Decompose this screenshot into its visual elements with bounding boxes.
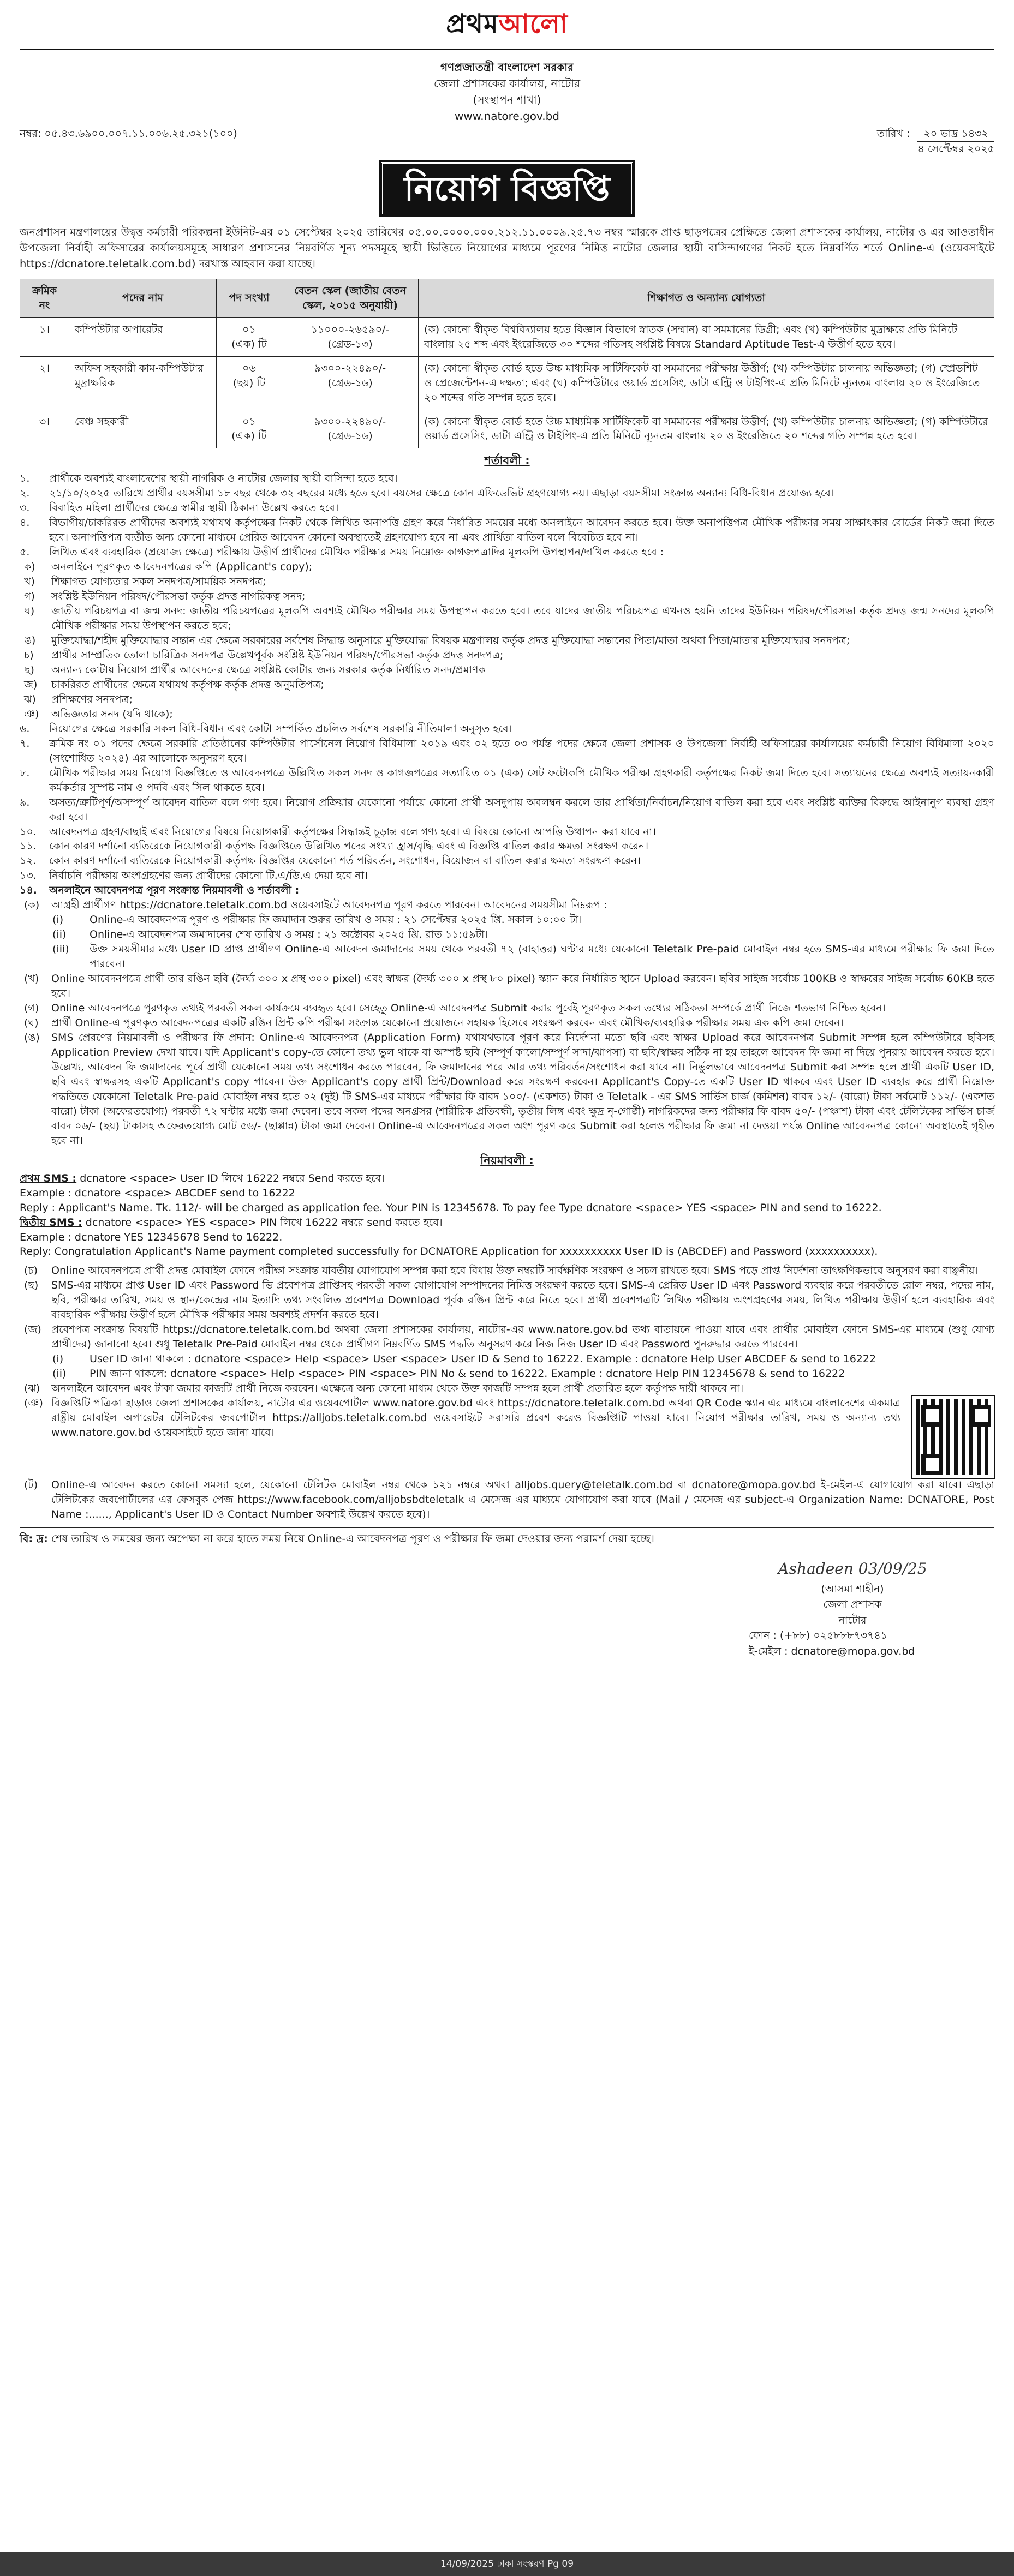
list-item: খ) শিক্ষাগত যোগ্যতার সকল সনদপত্র/সাময়িক সনদপত্র; <box>24 576 266 588</box>
conditions-heading: শর্তাবলী : <box>484 454 530 468</box>
signatory-phone: ফোন : (+৮৮) ০২৫৮৮৮৭৩৭৪১ <box>749 1630 888 1642</box>
signature-scribble: Ashadeen 03/09/25 <box>778 1559 927 1578</box>
row-post-count: ০১ (এক) টি <box>217 410 282 448</box>
list-item: ৩. বিবাহিত মহিলা প্রার্থীদের ক্ষেত্রে স্বামীর স্থায়ী ঠিকানা উল্লেখ করতে হবে। <box>20 502 339 514</box>
signature-block <box>20 1557 994 1660</box>
table-row <box>20 317 994 356</box>
col-post-name: পদের নাম <box>69 279 217 317</box>
row-qualification: (ক) কোনো স্বীকৃত বোর্ড হতে উচ্চ মাধ্যমিক সার্টিফিকেট বা সমমানের পরীক্ষায় উত্তীর্ণ; (খ) কম্পিউটার চালনায় অভিজ্ঞতা; (গ) কম্পিউটারে ওয়ার্ড প্রসেসিং, ডাটা এন্ট্রি ও টাইপিং-এ প্রতি মিনিটে ন্যূনতম বাংলায় ২০ ও ইংরেজিতে ২০ শব্দের গতি সম্পন্ন হতে হবে। <box>419 410 994 448</box>
conditions-list <box>20 471 994 560</box>
row-pay-scale: ৯৩০০-২২৪৯০/- (গ্রেড-১৬) <box>282 410 419 448</box>
list-item: গ) সংশ্লিষ্ট ইউনিয়ন পরিষদ/পৌরসভা কর্তৃক প্রদত্ত নাগরিকত্ব সনদ; <box>24 590 306 602</box>
list-item: (i) User ID জানা থাকলে : dcnatore <space> Help <space> User <space> User ID & Send to 16222. Example : dcnatore Help User ABCDEF & send to 16222 <box>52 1353 876 1365</box>
list-item: ১০. আবেদনপত্র গ্রহণ/বাছাই এবং নিয়োগের বিষয়ে নিয়োগকারী কর্তৃপক্ষের সিদ্ধান্তই চূড়ান্ত বলে গণ্য হবে। এ বিষয়ে কোনো আপত্তি উত্থাপন করা যাবে না। <box>20 825 656 838</box>
footnote <box>20 1527 994 1547</box>
list-item: (ঞ) বিজ্ঞপ্তিটি পত্রিকা ছাড়াও জেলা প্রশাসকের কার্যালয়, নাটোর এর ওয়েবপোর্টাল www.natore.gov.bd এবং https://dcnatore.teletalk.com.bd অথবা QR Code স্ক্যান এর মাধ্যমে বাংলাদেশের একমাত্র রাষ্ট্রীয় মোবাইল অপারেটর টেলিটকের জবপোর্টাল https://alljobs.teletalk.com.bd ওয়েবসাইটে সরাসরি প্রবেশ করেও বিজ্ঞপ্তিটি পাওয়া যাবে। নিয়োগ পরীক্ষার তারিখ, সময় ও অন্যান্য তথ্য www.natore.gov.bd ওয়েবসাইটে হতে জানা যাবে। <box>20 1396 994 1478</box>
qr-code-icon[interactable] <box>912 1396 994 1478</box>
first-sms-label: প্রথম SMS : <box>20 1172 77 1184</box>
rules-list <box>20 1263 994 1522</box>
second-sms-example: Example : dcnatore YES 12345678 Send to 16222. <box>20 1231 283 1243</box>
page-footer: 14/09/2025 ঢাকা সংস্করণ Pg 09 <box>0 2552 1014 2576</box>
list-item: ক) অনলাইনে পূরণকৃত আবেদনপত্রের কপি (Applicant's copy); <box>24 561 313 573</box>
second-sms-reply: Reply: Congratulation Applicant's Name payment completed successfully for DCNATORE Application for xxxxxxxxxx User ID is (ABCDEF) and Password (xxxxxxxxxx). <box>20 1245 878 1258</box>
section-name: (সংস্থাপন শাখা) <box>473 93 541 106</box>
list-item: ৫. লিখিত এবং ব্যবহারিক (প্রযোজ্য ক্ষেত্রে) পরীক্ষায় উত্তীর্ণ প্রার্থীদের মৌখিক পরীক্ষার সময় নিম্নোক্ত কাগজপত্রাদির মূলকপি উপস্থাপন/দাখিল করতে হবে : <box>20 546 664 559</box>
row-qualification: (ক) কোনো স্বীকৃত বোর্ড হতে উচ্চ মাধ্যমিক সার্টিফিকেট বা সমমানের পরীক্ষায় উত্তীর্ণ; (খ) কম্পিউটার চালনায় অভিজ্ঞতা; (গ) স্প্রেডশিট ও প্রেজেন্টেশন-এ দক্ষতা; এবং (ঘ) কম্পিউটারে ওয়ার্ড প্রসেসিং, ডাটা এন্ট্রি ও টাইপিং-এ প্রতি মিনিটে ন্যূনতম বাংলায় ২০ ও ইংরেজিতে ২০ শব্দের গতি সম্পন্ন হতে হবে। <box>419 356 994 410</box>
list-item: ১২. কোন কারণ দর্শানো ব্যতিরেকে নিয়োগকারী কর্তৃপক্ষ বিজ্ঞপ্তির যেকোনো শর্ত পরিবর্তন, সংশোধন, বিয়োজন বা বাতিল করার ক্ষমতা সংরক্ষণ করেন। <box>20 855 641 867</box>
row-post-count: ০১ (এক) টি <box>217 317 282 356</box>
row-post-name: অফিস সহকারী কাম-কম্পিউটার মুদ্রাক্ষরিক <box>69 356 217 410</box>
first-sms-text: dcnatore <space> User ID লিখে 16222 নম্বরে Send করতে হবে। <box>80 1172 385 1184</box>
newspaper-logo: প্রথমআলো <box>446 9 568 40</box>
table-header-row <box>20 279 994 317</box>
list-item: ১৪. অনলাইনে আবেদনপত্র পূরণ সংক্রান্ত নিয়মাবলী ও শর্তাবলী : <box>20 884 300 897</box>
table-row <box>20 410 994 448</box>
signatory-name: (আসমা শাহীন) <box>821 1583 884 1595</box>
list-item: ৯. অসত্য/ত্রুটিপূর্ণ/অসম্পূর্ণ আবেদন বাতিল বলে গণ্য হবে। নিয়োগ প্রক্রিয়ার যেকোনো পর্যায়ে কোনো প্রার্থী অসদুপায় অবলম্বন করলে তার প্রার্থিতা/নির্বাচন/নিয়োগ বাতিল করা হবে এবং সংশ্লিষ্ট ব্যক্তির বিরুদ্ধে আইনানুগ ব্যবস্থা গ্রহণ করা হবে। <box>20 796 994 823</box>
list-item: (খ) Online আবেদনপত্রে প্রার্থী তার রঙিন ছবি (দৈর্ঘ্য ৩০০ x প্রস্থ ৩০০ pixel) এবং স্বাক্ষর (দৈর্ঘ্য ৩০০ x প্রস্থ ৮০ pixel) স্ক্যান করে নির্ধারিত স্থানে Upload করবেন। ছবির সাইজ সর্বোচ্চ 100KB ও স্বাক্ষরের সাইজ সর্বোচ্চ 60KB হতে হবে। <box>24 973 994 1000</box>
list-item: ১. প্রার্থীকে অবশ্যই বাংলাদেশের স্থায়ী নাগরিক ও নাটোর জেলার স্থায়ী বাসিন্দা হতে হবে। <box>20 472 398 485</box>
list-item: ১১. কোন কারণ দর্শানো ব্যতিরেকে নিয়োগকারী কর্তৃপক্ষ বিজ্ঞপ্তিতে উল্লিখিত পদের সংখ্যা হ্রাস/বৃদ্ধি এবং এ বিজ্ঞপ্তি বাতিল করার ক্ষমতা সংরক্ষণ করেন। <box>20 840 649 853</box>
row-post-count: ০৬ (ছয়) টি <box>217 356 282 410</box>
office-header <box>20 59 994 124</box>
list-item: (গ) Online আবেদনপত্রে পূরণকৃত তথ্যই পরবর্তী সকল কার্যক্রমে ব্যবহৃত হবে। সেহেতু Online-এ আবেদনপত্র Submit করার পূর্বেই পূরণকৃত সকল তথ্যের সঠিকতা সম্পর্কে প্রার্থী নিজে শতভাগ নিশ্চিত হবেন। <box>24 1002 886 1015</box>
notice-title: নিয়োগ বিজ্ঞপ্তি <box>381 162 634 215</box>
list-item: ৭. ক্রমিক নং ০১ পদের ক্ষেত্রে সরকারি প্রতিষ্ঠানের কম্পিউটার পার্সোনেল নিয়োগ বিধিমালা ২০১৯ এবং ০২ হতে ০৩ পর্যন্ত পদের ক্ষেত্রে জেলা প্রশাসক ও উপজেলা নির্বাহী অফিসারের কার্যালয়ের কর্মচারী নিয়োগ বিধিমালা ২০২০ (সংশোধিত ২০২৪) এর আলোকে অনুসরণ হবে। <box>20 737 994 764</box>
col-pay-scale: বেতন স্কেল (জাতীয় বেতন স্কেল, ২০১৫ অনুযায়ী) <box>282 279 419 317</box>
newspaper-masthead <box>20 0 994 50</box>
list-item: (ক) আগ্রহী প্রার্থীগণ https://dcnatore.teletalk.com.bd ওয়েবসাইটে আবেদনপত্র পূরণ করতে পারবেন। আবেদনের সময়সীমা নিম্নরূপ : <box>24 899 607 912</box>
row-post-name: কম্পিউটার অপারেটর <box>69 317 217 356</box>
sms-instructions <box>20 1171 994 1260</box>
list-item: (i) Online-এ আবেদনপত্র পূরণ ও পরীক্ষার ফি জমাদান শুরুর তারিখ ও সময় : ২১ সেপ্টেম্বর ২০২৫ খ্রি. সকাল ১০:০০ টা। <box>52 914 582 926</box>
date-gregorian: ৪ সেপ্টেম্বর ২০২৫ <box>917 142 994 155</box>
list-item: (ii) PIN জানা থাকলে: dcnatore <space> Help <space> PIN <space> PIN No & send to 16222. Example : dcnatore Help PIN 12345678 & send to 16222 <box>52 1368 845 1380</box>
list-item: ছ) অন্যান্য কোটায় নিয়োগ প্রার্থীর আবেদনের ক্ষেত্রে সংশ্লিষ্ট কোটার জন্য সরকার কর্তৃক নির্ধারিত সনদ/প্রমাণক <box>24 663 486 676</box>
second-sms-label: দ্বিতীয় SMS : <box>20 1216 82 1229</box>
first-sms-reply: Reply : Applicant's Name. Tk. 112/- will be charged as application fee. Your PIN is 12345678. To pay fee Type dcnatore <space> YES <space> PIN and send to 16222. <box>20 1201 882 1214</box>
row-pay-scale: ৯৩০০-২২৪৯০/- (গ্রেড-১৬) <box>282 356 419 410</box>
list-item: (ঙ) SMS প্রেরণের নিয়মাবলী ও পরীক্ষার ফি প্রদান: Online-এ আবেদনপত্র (Application Form) যথাযথভাবে পূরণ করে নির্দেশনা মতো ছবি এবং স্বাক্ষর Upload করে আবেদনপত্র Submit সম্পন্ন হলে কম্পিউটারে ছবিসহ Application Preview দেখা যাবে। যদি Applicant's copy-তে কোনো তথ্য ভুল থাকে বা অস্পষ্ট ছবি (সম্পূর্ণ কালো/সম্পূর্ণ সাদা/ঝাপসা) বা ছবি/স্বাক্ষর সঠিক না হয় তাহলে আবেদন ফি জমা না দিয়ে পুনরায় আবেদন করতে হবে। উল্লেখ্য, আবেদন ফি জমাদানের পূর্বে প্রার্থী যেকোনো সময় তথ্য সংশোধন করতে পারবেন, ফি জমাদানের পরে আর তথ্য পরিবর্তন/সংশোধন করা যাবে না। নির্ভুলভাবে আবেদনপত্র Submit করা সম্পন্ন হলে প্রার্থী একটি User ID, ছবি এবং স্বাক্ষরসহ একটি Applicant's copy পাবেন। উক্ত Applicant's copy প্রার্থী প্রিন্ট/Download করে সংরক্ষণ করবেন। Applicant's Copy-তে একটি User ID থাকবে এবং User ID ব্যবহার করে প্রার্থী নিম্নোক্ত পদ্ধতিতে যেকোনো Teletalk Pre-paid মোবাইল নম্বর হতে ০২ (দুই) টি SMS-এর মাধ্যমে পরীক্ষার ফি বাবদ ১০০/- (একশত) টাকা ও Teletalk - এর SMS সার্ভিস চার্জ (কমিশন) বাবদ ১২/- (বারো) টাকা সর্বমোট ১১২/- (একশত বারো) টাকা (অফেরতযোগ্য) পরবর্তী ৭২ ঘণ্টার মধ্যে জমা দেবেন। তবে সকল পদের অনগ্রসর (শারীরিক প্রতিবন্ধী, তৃতীয় লিঙ্গ এবং ক্ষুদ্র নৃ-গোষ্ঠী) নাগরিকদের জন্য পরীক্ষার ফি বাবদ ৫০/- (পঞ্চাশ) টাকা এবং টেলিটকের সার্ভিস চার্জ বাবদ ০৬/- (ছয়) টাকাসহ অফেরতযোগ্য মোট ৫৬/- (ছাপ্পান্ন) টাকা জমা দেবেন। Online-এ আবেদনপত্রের সকল অংশ পূরণ করে Submit করা হলেও পরীক্ষার ফি জমা না দেওয়া পর্যন্ত Online আবেদনপত্র কোনো অবস্থাতেই গৃহীত হবে না। <box>24 1032 994 1147</box>
col-qualification: শিক্ষাগত ও অন্যান্য যোগ্যতা <box>419 279 994 317</box>
list-item: ঞ) অভিজ্ঞতার সনদ (যদি থাকে); <box>24 708 173 720</box>
list-item: (চ) Online আবেদনপত্রে প্রার্থী প্রদত্ত মোবাইল ফোনে পরীক্ষা সংক্রান্ত যাবতীয় যোগাযোগ সম্পন্ন করা হবে বিধায় উক্ত নম্বরটি সার্বক্ষণিক সংরক্ষণ ও সচল রাখতে হবে। SMS পড়ে প্রাপ্ত নির্দেশনা তাৎক্ষণিকভাবে অনুসরণ করা বাঞ্ছনীয়। <box>24 1265 979 1277</box>
list-item: ঙ) মুক্তিযোদ্ধা/শহীদ মুক্তিযোদ্ধার সন্তান এর ক্ষেত্রে সরকারের সর্বশেষ সিদ্ধান্ত অনুসারে মুক্তিযোদ্ধা বিষয়ক মন্ত্রণালয় কর্তৃক প্রদত্ত মুক্তিযোদ্ধা সন্তানের পিতা/মাতা অথবা পিতা/মাতার মুক্তিযোদ্ধার সনদপত্র; <box>24 634 850 646</box>
list-item: (জ) প্রবেশপত্র সংক্রান্ত বিষয়টি https://dcnatore.teletalk.com.bd অথবা জেলা প্রশাসকের কার্যালয়, নাটোর-এর www.natore.gov.bd তথ্য বাতায়নে পাওয়া যাবে এবং প্রার্থীর মোবাইল ফোনে SMS-এর মাধ্যমে (শুধু যোগ্য প্রার্থীদের) জানানো হবে। শুধু Teletalk Pre-Paid মোবাইল নম্বর থেকে প্রার্থীগণ নিম্নবর্ণিত SMS পদ্ধতি অনুসরণ করে নিজ নিজ User ID এবং Password পুনরুদ্ধার করতে পারবেন। <box>24 1323 994 1351</box>
row-serial: ২। <box>20 356 69 410</box>
signatory-email: ই-মেইল : dcnatore@mopa.gov.bd <box>749 1645 915 1657</box>
date-bangla: ২০ ভাদ্র ১৪৩২ <box>917 127 994 142</box>
list-item: (iii) উক্ত সময়সীমার মধ্যে User ID প্রাপ্ত প্রার্থীগণ Online-এ আবেদন জমাদানের সময় থেকে পরবর্তী ৭২ (বাহাত্তর) ঘণ্টার মধ্যে যেকোনো Teletalk Pre-paid মোবাইল নম্বর হতে SMS-এর মাধ্যমে পরীক্ষার ফি জমা দিতে পারবেন। <box>52 943 994 971</box>
table-row <box>20 356 994 410</box>
signatory-place: নাটোর <box>838 1614 867 1626</box>
list-item: ৬. নিয়োগের ক্ষেত্রে সরকারি সকল বিধি-বিধান এবং কোটা সম্পর্কিত প্রচলিত সর্বশেষ সরকারি নীতিমালা অনুসৃত হবে। <box>20 722 512 735</box>
posts-table <box>20 279 994 449</box>
col-serial: ক্রমিক নং <box>20 279 69 317</box>
memo-row <box>20 127 994 157</box>
documents-list <box>20 560 994 722</box>
col-post-count: পদ সংখ্যা <box>217 279 282 317</box>
rules-heading: নিয়মাবলী : <box>480 1153 534 1167</box>
row-pay-scale: ১১০০০-২৬৫৯০/- (গ্রেড-১৩) <box>282 317 419 356</box>
list-item: (ট) Online-এ আবেদন করতে কোনো সমস্যা হলে, যেকোনো টেলিটক মোবাইল নম্বর থেকে ১২১ নম্বরে অথবা alljobs.query@teletalk.com.bd বা dcnatore@mopa.gov.bd ই-মেইল-এ যোগাযোগ করা যাবে। এছাড়া টেলিটকের জবপোর্টালের এর ফেসবুক পেজ https://www.facebook.com/alljobsbdteletalk এ মেসেজ এর মাধ্যমে যোগাযোগ করা যাবে (Mail / মেসেজ এর subject-এ Organization Name: DCNATORE, Post Name :......, Applicant's User ID ও Contact Number অবশ্যই উল্লেখ করতে হবে)। <box>24 1479 994 1521</box>
list-item: ঘ) জাতীয় পরিচয়পত্র বা জন্ম সনদ: জাতীয় পরিচয়পত্রের মূলকপি অবশ্যই মৌখিক পরীক্ষার সময় উপস্থাপন করতে হবে। তবে যাদের জাতীয় পরিচয়পত্র এখনও হয়নি তাদের ইউনিয়ন পরিষদ/পৌরসভা কর্তৃক প্রদত্ত জন্ম সনদের মূলকপি মৌখিক পরীক্ষার সময় উপস্থাপন করতে হবে; <box>24 604 994 632</box>
date-block <box>877 127 994 157</box>
conditions-list-continued <box>20 722 994 898</box>
row-qualification: (ক) কোনো স্বীকৃত বিশ্ববিদ্যালয় হতে বিজ্ঞান বিভাগে স্নাতক (সম্মান) বা সমমানের ডিগ্রী; এবং (খ) কম্পিউটার মুদ্রাক্ষরে প্রতি মিনিটে বাংলায় ২৫ শব্দ এবং ইংরেজিতে ৩০ শব্দের গতিসহ সংশ্লিষ্ট বিষয়ে Standard Aptitude Test-এ উত্তীর্ণ হতে হবে। <box>419 317 994 356</box>
list-item: ঝ) প্রশিক্ষণের সনদপত্র; <box>24 693 133 705</box>
row-serial: ৩। <box>20 410 69 448</box>
online-rules <box>20 898 994 1148</box>
memo-number: নম্বর: ০৫.৪৩.৬৯০০.০০৭.১১.০০৬.২৫.৩২১(১০০) <box>20 128 237 140</box>
list-item: ২. ২১/১০/২০২৫ তারিখে প্রার্থীর বয়সসীমা ১৮ বছর থেকে ৩২ বছরের মধ্যে হতে হবে। বয়সের ক্ষেত্রে কোন এফিডেভিট গ্রহণযোগ্য নয়। এছাড়া বয়সসীমা সংক্রান্ত অন্যান্য বিধি-বিধান প্রযোজ্য হবে। <box>20 487 834 500</box>
second-sms-text: dcnatore <space> YES <space> PIN লিখে 16222 নম্বরে send করতে হবে। <box>85 1216 443 1229</box>
row-post-name: বেঞ্চ সহকারী <box>69 410 217 448</box>
footnote-label: বি: দ্র: <box>20 1532 48 1545</box>
date-label: তারিখ : <box>876 128 910 140</box>
list-item: ৪. বিভাগীয়/চাকরিরত প্রার্থীদের অবশ্যই যথাযথ কর্তৃপক্ষের নিকট থেকে লিখিত অনাপত্তি গ্রহণ করে নির্ধারিত সময়ের মধ্যে অনলাইনে আবেদন করতে হবে। উক্ত অনাপত্তিপত্র মৌখিক পরীক্ষার সময় সাক্ষাৎকার বোর্ডের নিকট জমা দিতে হবে। অনাপত্তিপত্র ব্যতীত অন্য কোনো মাধ্যমে প্রেরিত আবেদন কোনো অবস্থাতেই গ্রহণযোগ্য হবে না এবং প্রার্থিতা বাতিল বলে বিবেচিত হবে না। <box>20 517 994 544</box>
list-item: ৮. মৌখিক পরীক্ষার সময় নিয়োগ বিজ্ঞপ্তিতে ও আবেদনপত্রে উল্লিখিত সকল সনদ ও কাগজপত্রের সত্যায়িত ০১ (এক) সেট ফটোকপি মৌখিক পরীক্ষা গ্রহণকারী কর্তৃপক্ষের নিকট জমা দিতে হবে। সত্যায়নের ক্ষেত্রে অবশ্যই সত্যায়নকারী কর্মকর্তার সুস্পষ্ট নাম ও পদবি এবং সিল থাকতে হবে। <box>20 766 994 794</box>
signatory-designation: জেলা প্রশাসক <box>823 1598 882 1611</box>
list-item: জ) চাকরিরত প্রার্থীদের ক্ষেত্রে যথাযথ কর্তৃপক্ষ কর্তৃক প্রদত্ত অনুমতিপত্র; <box>24 678 324 691</box>
list-item: (ঘ) প্রার্থী Online-এ পূরণকৃত আবেদনপত্রের একটি রঙিন প্রিন্ট কপি পরীক্ষা সংক্রান্ত যেকোনো প্রয়োজনে সহায়ক হিসেবে সংরক্ষণ করবেন এবং মৌখিক/ব্যবহারিক পরীক্ষার সময় এক কপি জমা দেবেন। <box>24 1017 844 1029</box>
list-item: ১৩. নির্বাচনি পরীক্ষায় অংশগ্রহণের জন্য প্রার্থীদের কোনো টি.এ/ডি.এ দেয়া হবে না। <box>20 870 368 882</box>
footnote-text: শেষ তারিখ ও সময়ের জন্য অপেক্ষা না করে হাতে সময় নিয়ে Online-এ আবেদনপত্র পূরণ ও পরীক্ষার ফি জমা দেওয়ার জন্য পরামর্শ দেয়া হচ্ছে। <box>51 1532 654 1545</box>
list-item: (ছ) SMS-এর মাধ্যমে প্রাপ্ত User ID এবং Password ভি প্রবেশপত্র প্রাপ্তিসহ পরবর্তী সকল যোগাযোগ সম্পাদনের নিমিত্ত সংরক্ষণ করতে হবে। SMS-এ প্রেরিত User ID এবং Password ব্যবহার করে পরবর্তীতে রোল নম্বর, পদের নাম, ছবি, পরীক্ষার তারিখ, সময় ও স্থান/কেন্দ্রের নাম ইত্যাদি তথ্য সংবলিত প্রবেশপত্র Download পূর্বক রঙিন প্রিন্ট করে নিতে হবে। প্রার্থী প্রবেশপত্রটি লিখিত পরীক্ষায় অংশগ্রহণের সময়, লিখিত পরীক্ষায় উত্তীর্ণ হলে ব্যবহারিক এবং ব্যবহারিক পরীক্ষায় উত্তীর্ণ হলে মৌখিক পরীক্ষার সময় অবশ্যই প্রদর্শন করতে হবে। <box>24 1279 994 1321</box>
intro-paragraph: জনপ্রশাসন মন্ত্রণালয়ের উদ্বৃত্ত কর্মচারী পরিকল্পনা ইউনিট-এর ০১ সেপ্টেম্বর ২০২৫ তারিখের ০৫.০০.০০০০.০০০.২১২.১১.০০০৯.২৫.৭৩ নম্বর স্মারকে প্রাপ্ত ছাড়পত্রের প্রেক্ষিতে জেলা প্রশাসকের কার্যালয়, নাটোর ও এর আওতাধীন উপজেলা নির্বাহী অফিসারের কার্যালয়সমূহে সাধারণ প্রশাসনের নিম্নবর্ণিত শূন্য পদসমূহে স্থায়ী ভিত্তিতে নিয়োগের মাধ্যমে পূরণের নিমিত্ত নাটোর জেলার স্থায়ী বাসিন্দাগণের নিকট হতে নিম্নবর্ণিত শর্তে Online-এ (ওয়েবসাইটে https://dcnatore.teletalk.com.bd) দরখাস্ত আহবান করা যাচ্ছে। <box>20 225 994 271</box>
office-name: জেলা প্রশাসকের কার্যালয়, নাটোর <box>433 77 581 90</box>
office-website: www.natore.gov.bd <box>454 110 559 123</box>
first-sms-example: Example : dcnatore <space> ABCDEF send to 16222 <box>20 1187 295 1199</box>
list-item: চ) প্রার্থীর সাম্প্রতিক তোলা চারিত্রিক সনদপত্র উল্লেখপূর্বক সংশ্লিষ্ট ইউনিয়ন পরিষদ/পৌরসভা কর্তৃক প্রদত্ত সনদপত্র; <box>24 649 504 661</box>
govt-name: গণপ্রজাতন্ত্রী বাংলাদেশ সরকার <box>440 61 574 74</box>
list-item: (ঝ) অনলাইনে আবেদন এবং টাকা জমার কাজটি প্রার্থী নিজে করবেন। এক্ষেত্রে অন্য কোনো মাধ্যম থেকে উক্ত কাজটি সম্পন্ন হলে প্রার্থী প্রতারিত হলে কর্তৃপক্ষ দায়ী থাকবে না। <box>24 1382 744 1395</box>
list-item: (ii) Online-এ আবেদনপত্র জমাদানের শেষ তারিখ ও সময় : ২১ অক্টোবর ২০২৫ খ্রি. রাত ১১:৫৯টা। <box>52 928 488 941</box>
row-serial: ১। <box>20 317 69 356</box>
